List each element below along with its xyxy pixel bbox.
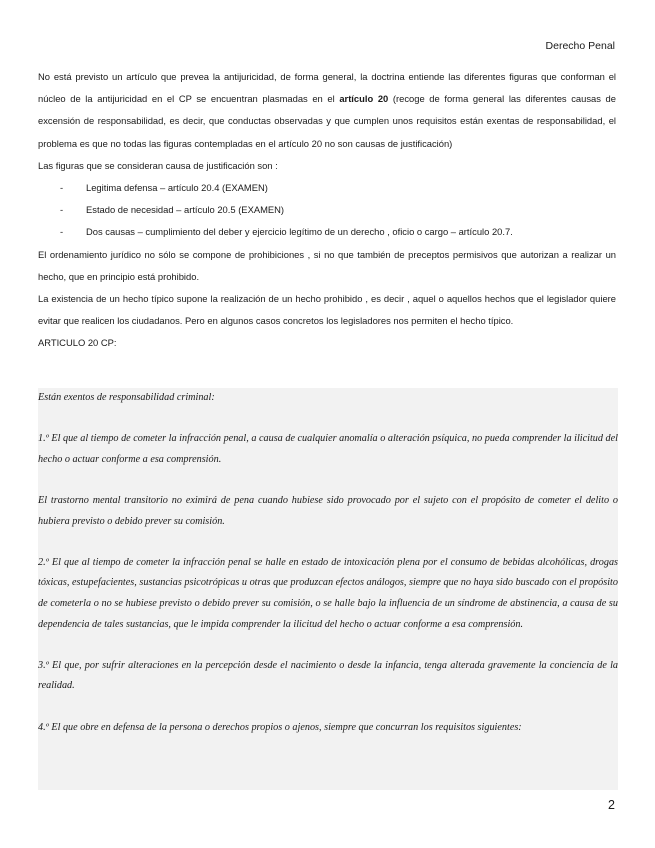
quote-paragraph: 1.º El que al tiempo de cometer la infracción penal, a causa de cualquier anomalía o alteración psíquica, no pueda comprender la ilicitud del hecho o actuar conforme a esa comprensión.: [38, 433, 618, 465]
ordenamiento-paragraph: El ordenamiento jurídico no sólo se compone de prohibiciones , si no que también de preceptos permisivos que autorizan a realizar un hecho, que en principio está prohibido.: [38, 248, 616, 282]
list-item: [60, 177, 616, 199]
list-item-text: Legitima defensa – artículo 20.4 (EXAMEN): [86, 182, 268, 194]
document-title: Derecho Penal: [545, 40, 615, 52]
document-body: [38, 66, 616, 355]
quote-paragraph: El trastorno mental transitorio no eximirá de pena cuando hubiese sido provocado por el sujeto con el propósito de cometer el delito o hubiera previsto o debido prever su comisión.: [38, 494, 618, 527]
list-item: [60, 221, 616, 243]
list-item-text: Dos causas – cumplimiento del deber y ejercicio legítimo de un derecho , oficio o cargo – artículo 20.7.: [86, 226, 513, 238]
dash-bullet: -: [60, 226, 64, 238]
quote-paragraph: Están exentos de responsabilidad criminal:: [38, 392, 215, 403]
article-reference: artículo 20: [339, 93, 389, 105]
dash-bullet: -: [60, 204, 64, 216]
intro-text-1: No está previsto un artículo que prevea la antijuricidad, de forma general, la doctrina entiende las diferentes figuras que conforman el núcleo de la antijuricidad en el CP se encuentran plasmadas en el: [38, 71, 616, 105]
figures-intro: Las figuras que se consideran causa de justificación son :: [38, 159, 278, 171]
quote-paragraph: 2.º El que al tiempo de cometer la infracción penal se halle en estado de intoxicación plena por el consumo de bebidas alcohólicas, drogas tóxicas, estupefacientes, sustancias psicotrópicas u otras que produzcan efectos análogos, siempre que no haya sido buscado con el propósito de cometerla o no se hubiese previsto o debido prever su comisión, o se halle bajo la influencia de un síndrome de abstinencia, a causa de su dependencia de tales sustancias, que le impida comprender la ilicitud del hecho o actuar conforme a esa comprensión.: [38, 556, 618, 630]
article-quote-block: [38, 388, 618, 790]
hecho-tipico-paragraph: La existencia de un hecho típico supone la realización de un hecho prohibido , es decir , aquel o aquellos hechos que el legislador quiere evitar que realicen los ciudadanos. Pero en algunos casos concretos los legisladores nos permiten el hecho típico.: [38, 293, 616, 327]
list-item: [60, 199, 616, 221]
intro-paragraph: [38, 66, 616, 155]
quote-paragraph: 3.º El que, por sufrir alteraciones en la percepción desde el nacimiento o desde la infancia, tenga alterada gravemente la conciencia de la realidad.: [38, 659, 618, 692]
dash-bullet: -: [60, 182, 64, 194]
list-item-text: Estado de necesidad – artículo 20.5 (EXAMEN): [86, 204, 285, 216]
page-header: [546, 40, 615, 52]
intro-text-2: (recoge de forma general las diferentes causas de excensión de responsabilidad, es decir, que conductas observadas y que cumplen unos requisitos están exentas de responsabilidad, el problema es que no todas las figuras contempladas en el artículo 20 no son causas de justificación): [38, 93, 616, 149]
justification-list: [38, 177, 616, 244]
page-number: 2: [608, 798, 615, 812]
quote-paragraph: 4.º El que obre en defensa de la persona o derechos propios o ajenos, siempre que concurran los requisitos siguientes:: [38, 721, 522, 733]
article-heading: ARTICULO 20 CP:: [38, 337, 117, 349]
